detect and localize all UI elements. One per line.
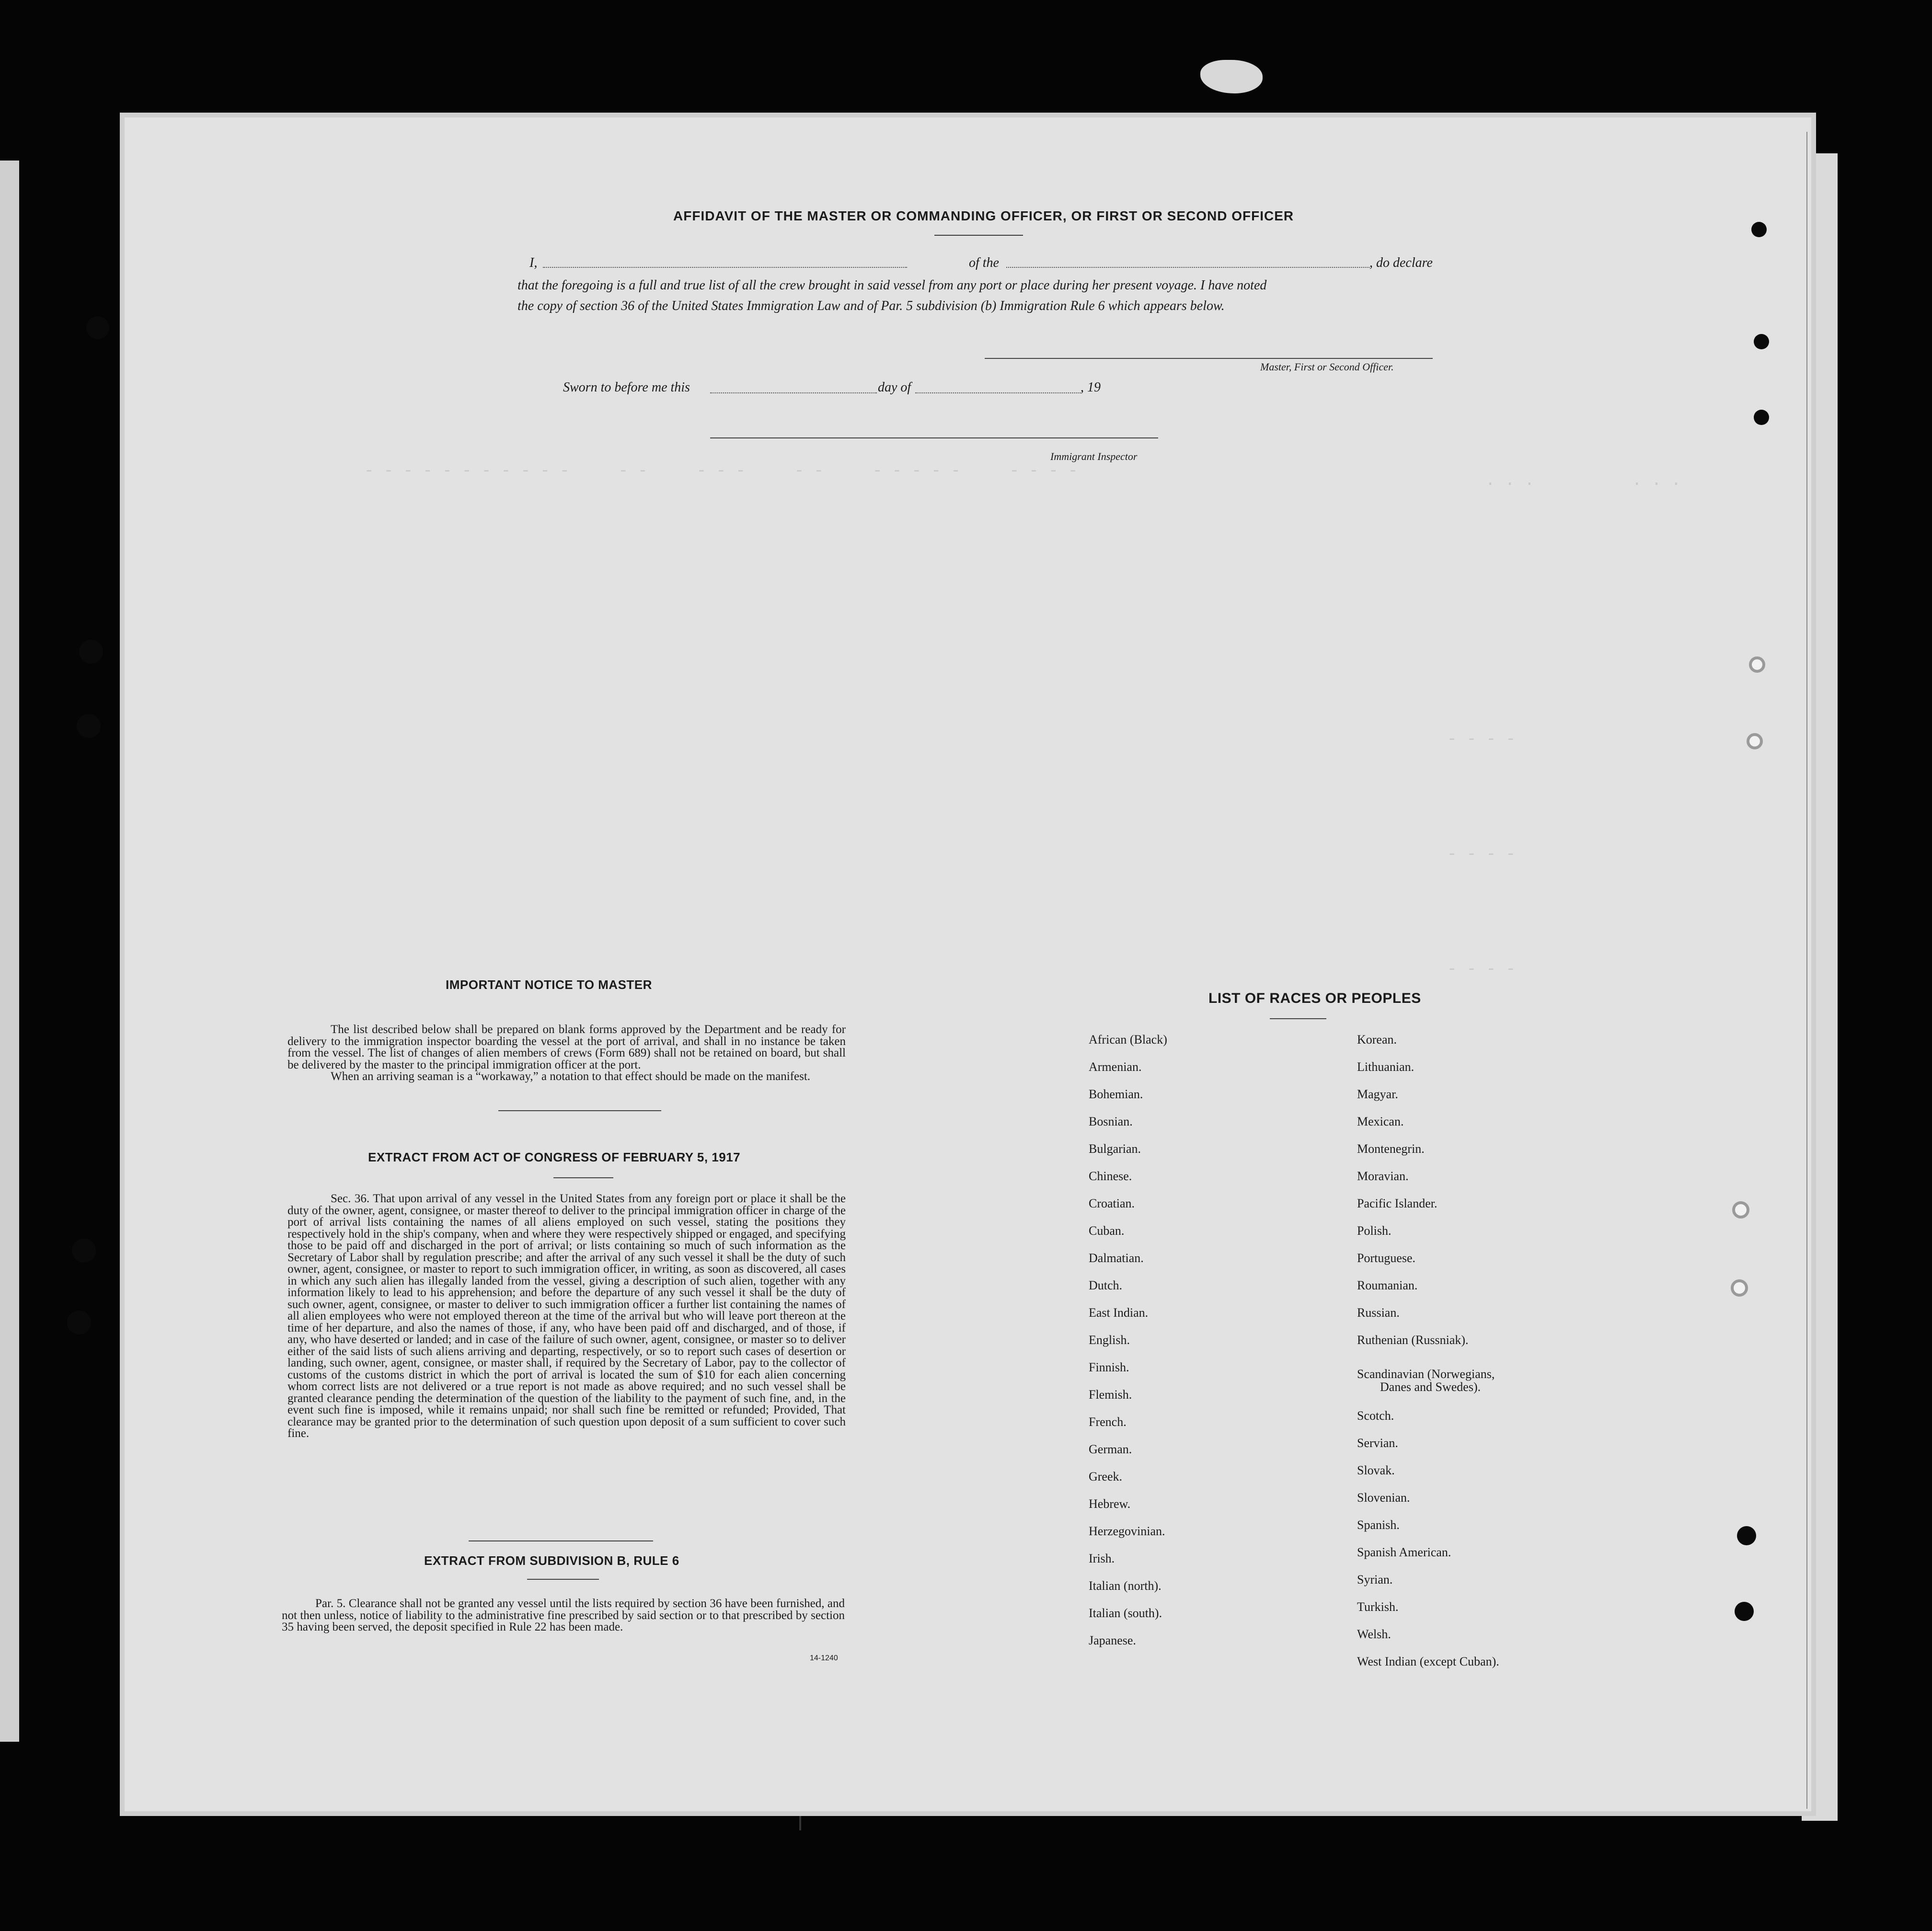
sworn-day-field[interactable] [710, 392, 877, 393]
act-text: Sec. 36. That upon arrival of any vessel in the United States from any foreign port or place it shall be the duty of the owner, agent, consignee, or master thereof to deliver to the principal immigration officer in charge of the port of arrival lists containing the names of all aliens employed on such vessel, stating the positions they respectively hold in the ship's company, when and where they were respectively shipped or engaged, and specifying those to be paid off and discharged in the port of arrival; or lists containing so much of such information as the Secretary of Labor shall by regulation prescribe; and after the arrival of any such vessel it shall be the duty of such owner, agent, consignee, or master to report to such immigration officer, in writing, as soon as discovered, all cases in which any such alien has illegally landed from the vessel, giving a description of such alien, together with any information likely to lead to his apprehension; and before the departure of any such vessel it shall be the duty of such owner, agent, consignee, or master to deliver to such immigration officer a further list containing the names of all alien employees who were not employed thereon at the time of the arrival but who will leave port thereon at the time of her departure, and also the names of those, if any, who have been paid off and discharged, and of those, if any, who have deserted or landed; and in case of the failure of such owner, agent, consignee, or master so to deliver either of the said lists of such aliens arriving and departing, respectively, or so to report such cases of desertion or landing, such owner, agent, consignee, or master shall, if required by the Secretary of Labor, pay to the collector of customs of the customs district in which the port of arrival is located the sum of $10 for each alien concerning whom correct lists are not delivered or a true report is not made as above required; and no such vessel shall be granted clearance pending the determination of the question of the liability to the payment of such fine, and, in the event such fine is imposed, while it remains unpaid; nor shall such fine be remitted or refunded; Provided, That clearance may be granted prior to the determination of such question upon deposit of a sum sufficient to cover such fine. [288, 1192, 846, 1440]
race-item: German. [1089, 1442, 1132, 1456]
sworn-prefix: Sworn to before me this [563, 380, 690, 395]
race-item: French. [1089, 1415, 1127, 1429]
binder-hole [67, 1310, 91, 1334]
race-item: Montenegrin. [1357, 1142, 1425, 1156]
title-rule [934, 235, 1023, 236]
race-item: Lithuanian. [1357, 1060, 1414, 1074]
race-item: African (Black) [1089, 1033, 1167, 1046]
race-item: Roumanian. [1357, 1278, 1418, 1292]
act-end-rule [469, 1540, 653, 1541]
sworn-month-field[interactable] [915, 392, 1081, 393]
race-item: Welsh. [1357, 1627, 1391, 1641]
inspector-signature-line[interactable] [710, 437, 1158, 438]
affidavit-i: I, [529, 255, 538, 270]
binder-hole [1737, 1526, 1756, 1545]
race-item: Scandinavian (Norwegians, [1357, 1367, 1495, 1381]
race-item: Armenian. [1089, 1060, 1142, 1074]
race-item: Turkish. [1357, 1600, 1399, 1614]
race-item: East Indian. [1089, 1306, 1149, 1320]
binder-hole [1751, 222, 1767, 237]
manifest-sheet [125, 117, 1811, 1811]
race-item: Magyar. [1357, 1087, 1398, 1101]
affidavit-title: AFFIDAVIT OF THE MASTER OR COMMANDING OFFICER, OR FIRST OR SECOND OFFICER [673, 208, 1294, 223]
race-item: Hebrew. [1089, 1497, 1131, 1511]
race-item: Ruthenian (Russniak). [1357, 1333, 1469, 1347]
rule-rule [527, 1579, 599, 1580]
rule-title: EXTRACT FROM SUBDIVISION B, RULE 6 [424, 1553, 679, 1568]
race-item: Slovenian. [1357, 1491, 1410, 1505]
race-item: Japanese. [1089, 1633, 1136, 1647]
bleed-through-text: . . . . . . [1485, 472, 1681, 490]
race-item: English. [1089, 1333, 1130, 1347]
binder-hole [1731, 1279, 1748, 1297]
binder-hole [72, 1239, 96, 1263]
master-signature-label: Master, First or Second Officer. [1260, 361, 1394, 373]
stray-mark [799, 1816, 801, 1830]
race-item: Syrian. [1357, 1573, 1393, 1586]
binder-hole [1754, 334, 1769, 349]
sworn-day-label: day of [878, 380, 911, 395]
race-item: Spanish. [1357, 1518, 1400, 1532]
adjacent-page-edge-left [0, 161, 19, 1742]
master-signature-line[interactable] [985, 358, 1433, 359]
binder-hole [86, 316, 109, 339]
binder-hole [79, 640, 103, 664]
margin-rule [1806, 132, 1807, 1809]
race-item: Cuban. [1089, 1224, 1125, 1238]
race-item: Pacific Islander. [1357, 1196, 1438, 1210]
notice-para1: The list described below shall be prepared on blank forms approved by the Department and be ready for delivery to the immigration inspector boarding the vessel at the port of arrival, and shall in no instance be taken from the vessel. The list of changes of alien members of crews (Form 689) shall not be retained on board, but shall be delivered by the master to the principal immigration officer at the port. [288, 1023, 846, 1071]
binder-hole [77, 714, 101, 738]
binder-hole [1735, 1602, 1754, 1621]
race-item: Mexican. [1357, 1115, 1404, 1128]
notice-title: IMPORTANT NOTICE TO MASTER [446, 977, 652, 992]
affidavit-line2: that the foregoing is a full and true list of all the crew brought in said vessel from any port or place during her present voyage. I have noted [518, 278, 1267, 293]
race-item: Finnish. [1089, 1360, 1129, 1374]
tape-fragment [1200, 60, 1263, 93]
notice-para2: When an arriving seaman is a “workaway,” a notation to that effect should be made on the manifest. [331, 1070, 811, 1083]
act-rule [553, 1177, 613, 1178]
race-item: Polish. [1357, 1224, 1392, 1238]
bleed-through-text: - - - - [1447, 961, 1516, 979]
race-item: Croatian. [1089, 1196, 1135, 1210]
race-item: Chinese. [1089, 1169, 1132, 1183]
race-item: Dalmatian. [1089, 1251, 1144, 1265]
race-item: Korean. [1357, 1033, 1397, 1046]
act-title: EXTRACT FROM ACT OF CONGRESS OF FEBRUARY 5, 1917 [368, 1150, 741, 1164]
sworn-year: , 19 [1081, 380, 1101, 395]
race-item: Bulgarian. [1089, 1142, 1141, 1156]
races-title: LIST OF RACES OR PEOPLES [1208, 990, 1421, 1006]
inspector-label: Immigrant Inspector [1050, 450, 1138, 462]
race-item: Italian (north). [1089, 1579, 1162, 1593]
affidavit-of-the: of the [969, 255, 999, 270]
affidavit-declare: , do declare [1369, 255, 1433, 270]
race-item: Irish. [1089, 1552, 1115, 1565]
bleed-through-text: - - - - - - - - - - - - - - - - - - - - - - - - - - - [364, 462, 1078, 481]
race-item: Dutch. [1089, 1278, 1123, 1292]
race-item: West Indian (except Cuban). [1357, 1655, 1499, 1668]
race-item: Portuguese. [1357, 1251, 1416, 1265]
race-item: Bohemian. [1089, 1087, 1143, 1101]
binder-hole [1749, 656, 1765, 673]
race-item: Italian (south). [1089, 1606, 1162, 1620]
race-item: Spanish American. [1357, 1545, 1451, 1559]
race-item: Servian. [1357, 1436, 1398, 1450]
form-number: 14-1240 [810, 1654, 838, 1662]
notice-rule [498, 1110, 661, 1111]
race-item: Russian. [1357, 1306, 1400, 1320]
binder-hole [1747, 733, 1763, 749]
race-item: Moravian. [1357, 1169, 1409, 1183]
bleed-through-text: - - - - [1447, 731, 1516, 749]
race-item: Herzegovinian. [1089, 1524, 1165, 1538]
affidavit-line3: the copy of section 36 of the United States Immigration Law and of Par. 5 subdivision (b) Immigration Rule 6 which appears below. [518, 299, 1225, 313]
race-item: Bosnian. [1089, 1115, 1133, 1128]
race-item: Scotch. [1357, 1409, 1394, 1423]
race-item: Danes and Swedes). [1380, 1380, 1481, 1394]
races-rule [1270, 1018, 1326, 1019]
bleed-through-text: - - - - [1447, 846, 1516, 864]
race-item: Greek. [1089, 1470, 1123, 1483]
binder-hole [1732, 1201, 1749, 1218]
officer-name-field[interactable] [543, 267, 907, 268]
race-item: Slovak. [1357, 1463, 1395, 1477]
vessel-name-field[interactable] [1006, 267, 1369, 268]
binder-hole [1754, 410, 1769, 425]
race-item: Flemish. [1089, 1388, 1132, 1402]
rule-text: Par. 5. Clearance shall not be granted any vessel until the lists required by section 36 have been furnished, and not then unless, notice of liability to the administrative fine prescribed by said section or to that prescribed by section 35 having been served, the deposit specified in Rule 22 has been made. [282, 1597, 845, 1633]
